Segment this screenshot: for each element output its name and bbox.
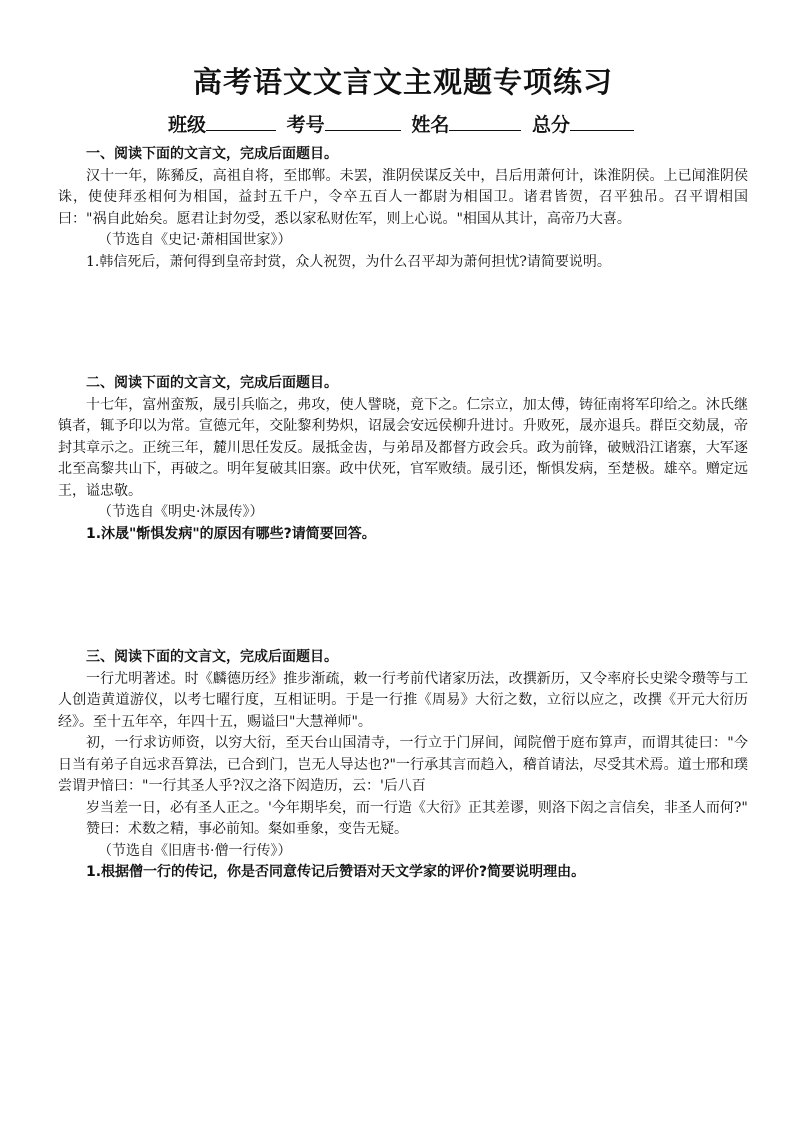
section-1 <box>58 144 748 273</box>
exam-number-label: 考号 <box>286 114 325 136</box>
class-blank[interactable] <box>206 112 276 131</box>
name-blank[interactable] <box>449 112 521 131</box>
passage-paragraph: 岁当差一日，必有圣人正之。'今年期毕矣，而一行造《大衍》正其差谬，则洛下闳之言信矣，非圣人而何?" <box>86 799 748 816</box>
question: 1.根据僧一行的传记，你是否同意传记后赞语对天文学家的评价?简要说明理由。 <box>86 864 586 880</box>
question: 1.沐晟"惭惧发病"的原因有哪些?请简要回答。 <box>86 525 376 542</box>
section-2 <box>58 373 748 545</box>
section-heading: 一、阅读下面的文言文，完成后面题目。 <box>86 146 338 162</box>
answer-space[interactable] <box>58 545 748 647</box>
answer-space[interactable] <box>58 273 748 373</box>
total-score-label: 总分 <box>531 114 570 136</box>
passage-source: （节选自《旧唐书·僧一行传》） <box>98 842 292 859</box>
passage-paragraph: 汉十一年，陈豨反，高祖自将，至邯郸。未罢，淮阴侯谋反关中，吕后用萧何计，诛淮阴侯。上已闻淮阴侯诛，使使拜丞相何为相国，益封五千户，令卒五百人一都尉为相国卫。诸君皆贺，召平独吊。召平谓相国曰："祸自此始矣。愿君让封勿受，悉以家私财佐军，则上心说。"相国从其计，高帝乃大喜。 <box>58 167 748 227</box>
total-score-blank[interactable] <box>570 112 634 131</box>
class-label: 班级 <box>168 114 207 136</box>
passage-source: （节选自《明史·沐晟传》） <box>98 504 264 520</box>
passage-source: （节选自《史记·萧相国世家》） <box>98 232 292 248</box>
section-heading: 三、阅读下面的文言文，完成后面题目。 <box>86 649 338 665</box>
passage-paragraph: 十七年，富州蛮叛，晟引兵临之，弗攻，使人譬晓，竟下之。仁宗立，加太傅，铸征南将军印给之。沐氏继镇者，辄予印以为常。宣德元年，交阯黎利势炽，诏晟会安远侯柳升进讨。升败死，晟亦退兵。群臣交劾晟，帝封其章示之。正统三年，麓川思任发反。晟抵金齿，与弟昂及都督方政会兵。政为前锋，破贼沿江诸寨，大军逐北至高黎共山下，再破之。明年复破其旧寨。政中伏死，官军败绩。晟引还，惭惧发病，至楚极。雄卒。赠定远王，谥忠敬。 <box>58 396 748 499</box>
exam-number-blank[interactable] <box>325 112 401 131</box>
question: 1.韩信死后，萧何得到皇帝封赏，众人祝贺，为什么召平却为萧何担忧?请简要说明。 <box>86 253 611 270</box>
student-info-row <box>58 110 748 140</box>
name-label: 姓名 <box>411 114 450 136</box>
passage-paragraph: 初，一行求访师资，以穷大衍，至天台山国清寺，一行立于门屏间，闻院僧于庭布算声，而谓其徒曰："今日当有弟子自远求吾算法，已合到门，岂无人导达也?"一行承其言而趋入，稽首请法，尽受其术焉。道士邢和璞尝谓尹愔曰："一行其圣人乎?汉之洛下闳造历，云：'后八百 <box>58 735 748 794</box>
passage-paragraph: 赞曰：术数之精，事必前知。粲如垂象，变告无疑。 <box>86 821 408 837</box>
worksheet-page <box>58 60 748 884</box>
section-heading: 二、阅读下面的文言文，完成后面题目。 <box>86 375 338 391</box>
passage-paragraph: 一行尤明著述。时《麟德历经》推步渐疏，敕一行考前代诸家历法，改撰新历，又令率府长史梁令瓒等与工人创造黄道游仪，以考七曜行度，互相证明。于是一行推《周易》大衍之数，立衍以应之，改撰《开元大衍历经》。至十五年卒，年四十五，赐谥曰"大慧禅师"。 <box>58 670 748 730</box>
page-title: 高考语文文言文主观题专项练习 <box>192 65 613 99</box>
section-3 <box>58 647 748 884</box>
